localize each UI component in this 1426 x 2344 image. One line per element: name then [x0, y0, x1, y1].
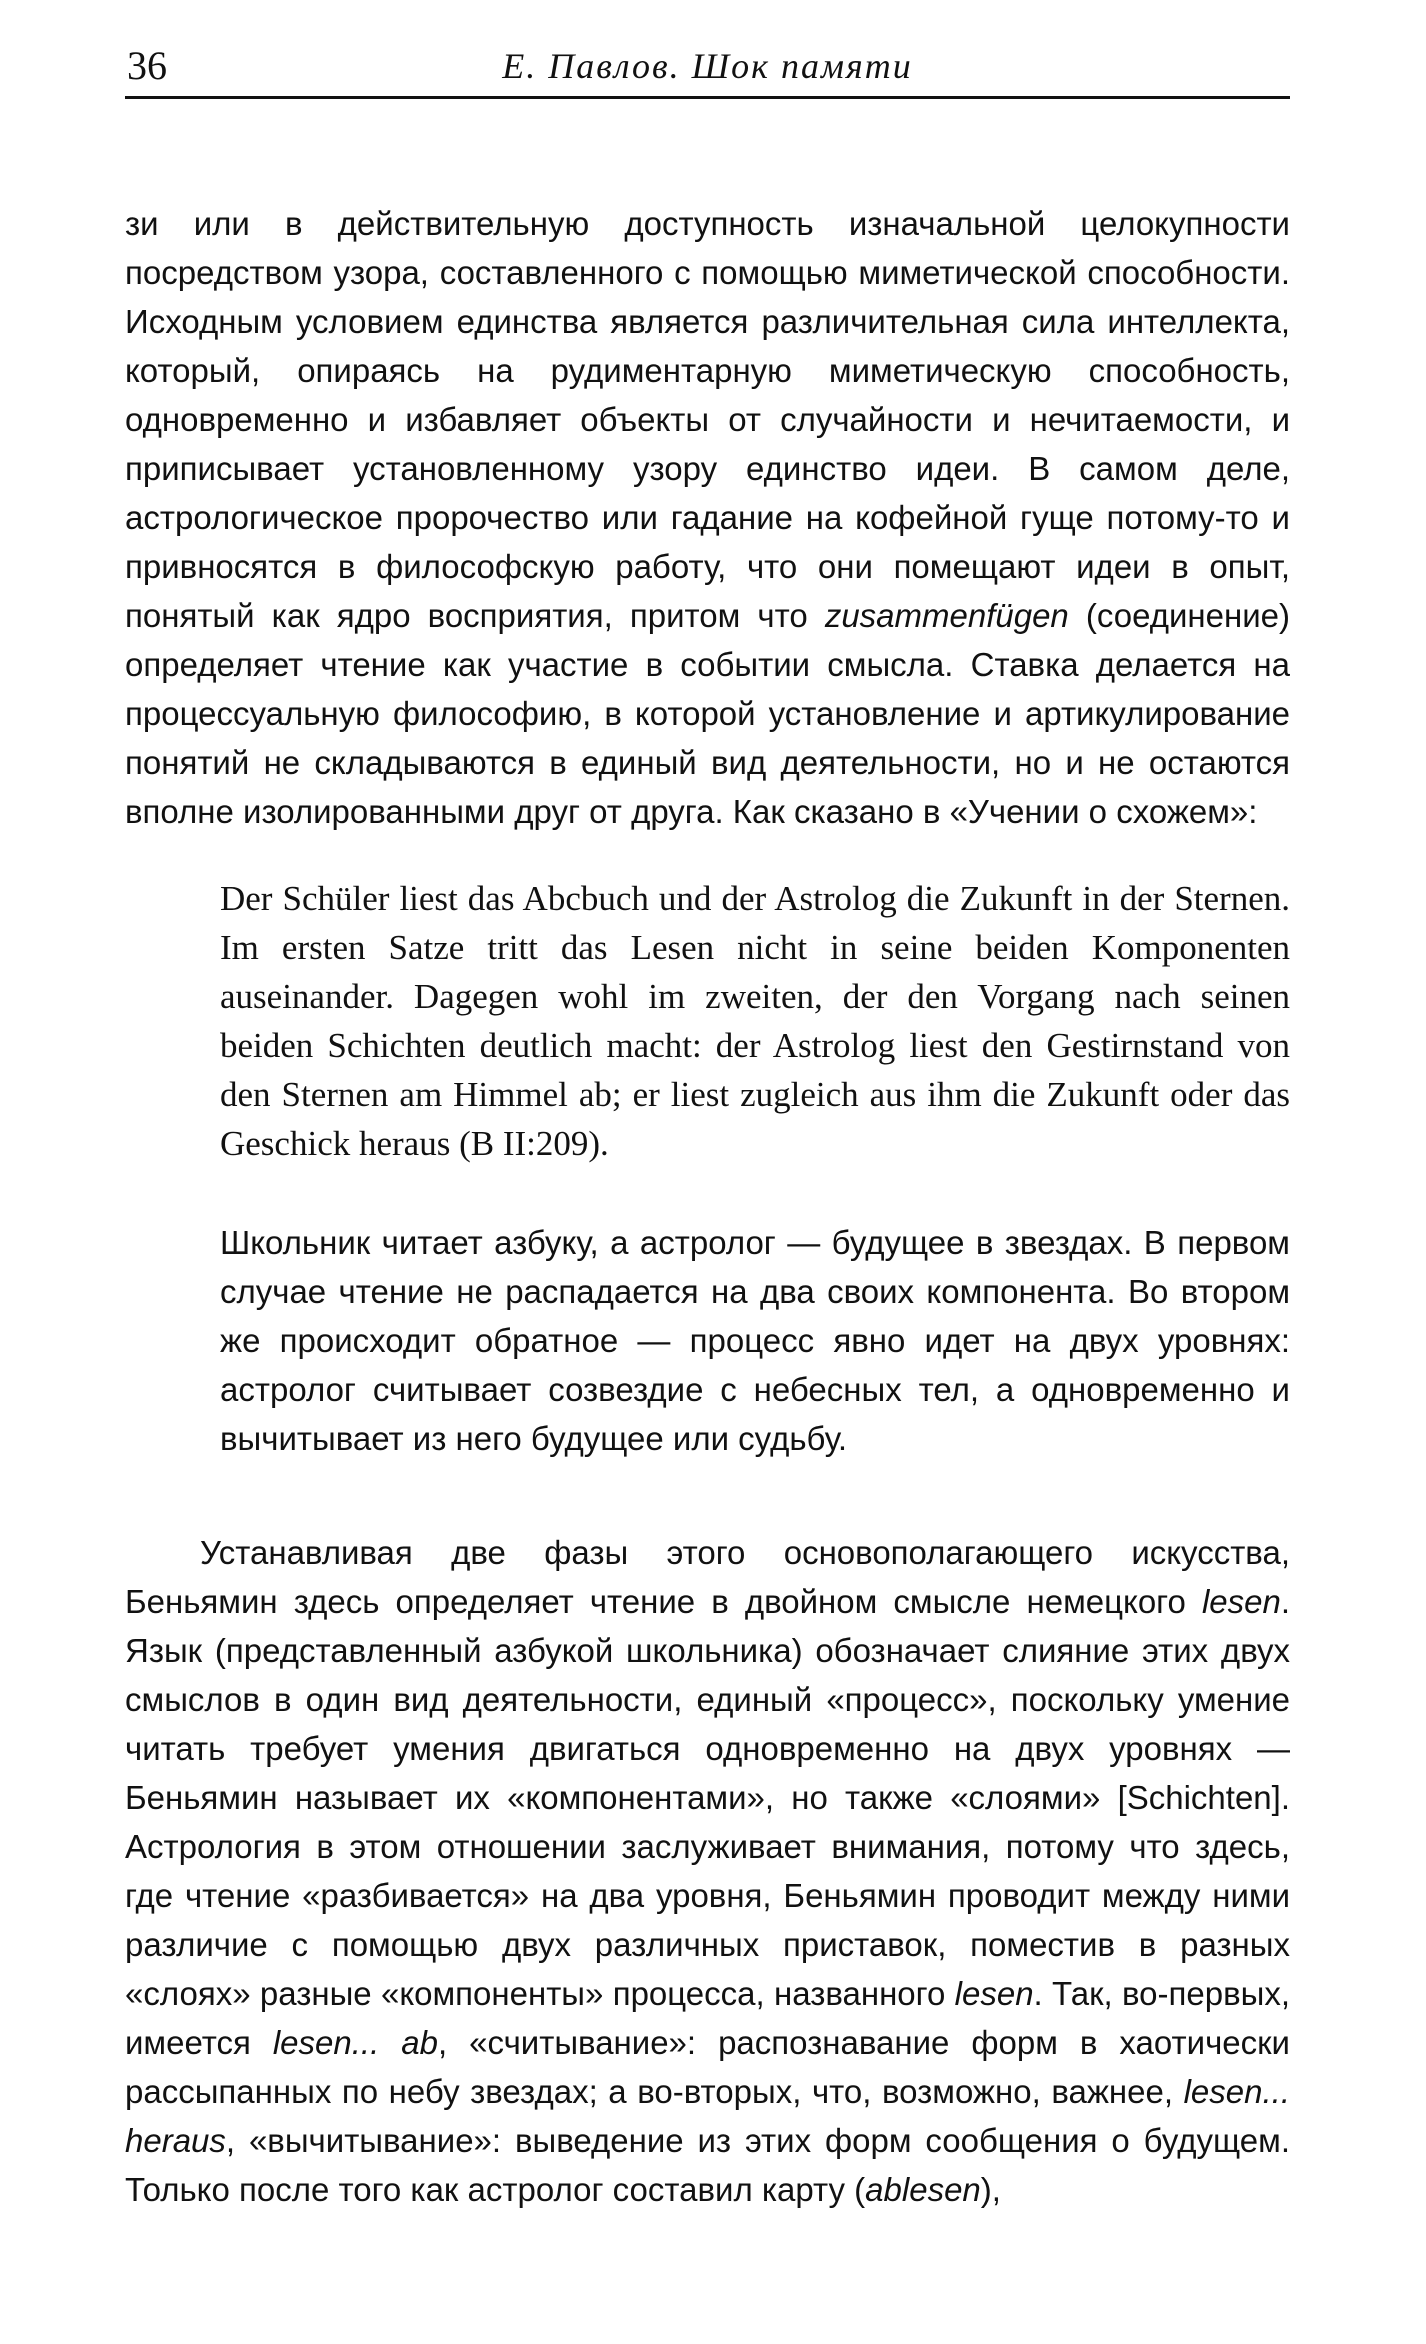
paragraph-2-italic-term: lesen [954, 1975, 1034, 2012]
paragraph-1-text-a: зи или в действительную доступность изначальной целокупности посредством узора, составленного с помощью миметической способности. Исходным условием единства является различительная сила интеллекта, который, опираясь на рудиментарную миметическую способность, одновременно и избавляет объекты от случайности и нечитаемости, и приписывает установленному узору единство идеи. В самом деле, астрологическое пророчество или гадание на кофейной гуще потому-то и привносятся в философскую работу, что они помещают идеи в опыт, понятый как ядро восприятия, притом что [125, 205, 1290, 634]
running-title: Е. Павлов. Шок памяти [502, 46, 913, 86]
book-page [125, 40, 1290, 2214]
paragraph-2-text: , «вычитывание»: выведение из этих форм сообщения о будущем. Только после того как астролог составил карту ( [125, 2122, 1290, 2208]
paragraph-1-text-b: (соединение) определяет чтение как участие в событии смысла. Ставка делается на процессуальную философию, в которой установление и артикулирование понятий не складываются в единый вид деятельности, но и не остаются вполне изолированными друг от друга. Как сказано в «Учении о схожем»: [125, 597, 1291, 830]
paragraph-2-italic-term: ablesen [865, 2171, 981, 2208]
paragraph-1-italic-term: zusammenfügen [824, 597, 1069, 634]
paragraph-2-text: , «считывание»: распознавание форм в хаотически рассыпанных по небу звездах; а во-вторых, что, возможно, важнее, [125, 2024, 1290, 2110]
paragraph-2-text: ), [980, 2171, 1001, 2208]
page-number: 36 [127, 43, 167, 88]
block-quote-russian: Школьник читает азбуку, а астролог — будущее в звездах. В первом случае чтение не распадается на два своих компонента. Во втором же происходит обратное — процесс явно идет на двух уровнях: астролог считывает созвездие с небесных тел, а одновременно и вычитывает из него будущее или судьбу. [220, 1224, 1290, 1457]
paragraph-2-text: . Так, во-первых, имеется [125, 1975, 1290, 2061]
paragraph-2-italic-term: lesen... heraus [125, 2073, 1290, 2159]
paragraph-1 [125, 199, 1290, 836]
block-quote-german: Der Schüler liest das Abcbuch und der Astrolog die Zukunft in der Sternen. Im ersten Satze tritt das Lesen nicht in seine beiden Komponenten auseinander. Dagegen wohl im zweiten, der den Vorgang nach seinen beiden Schichten deutlich macht: der Astrolog liest den Gestirnstand von den Sternen am Himmel ab; er liest zugleich aus ihm die Zukunft oder das Geschick heraus (B II:209). [220, 879, 1290, 1163]
paragraph-2-italic-term: lesen [1201, 1583, 1281, 1620]
running-header [125, 40, 1290, 99]
paragraph-2-text: Устанавливая две фазы этого основополагающего искусства, Беньямин здесь определяет чтение в двойном смысле немецкого [125, 1534, 1290, 1620]
paragraph-2-italic-term: lesen... ab [272, 2024, 438, 2061]
paragraph-2 [125, 1528, 1290, 2214]
paragraph-2-text: . Язык (представленный азбукой школьника) обозначает слияние этих двух смыслов в один вид деятельности, единый «процесс», поскольку умение читать требует умения двигаться одновременно на двух уровнях — Беньямин называет их «компонентами», но также «слоями» [Schichten]. Астрология в этом отношении заслуживает внимания, потому что здесь, где чтение «разбивается» на два уровня, Беньямин проводит между ними различие с помощью двух различных приставок, поместив в разных «слоях» разные «компоненты» процесса, названного [125, 1583, 1290, 2012]
